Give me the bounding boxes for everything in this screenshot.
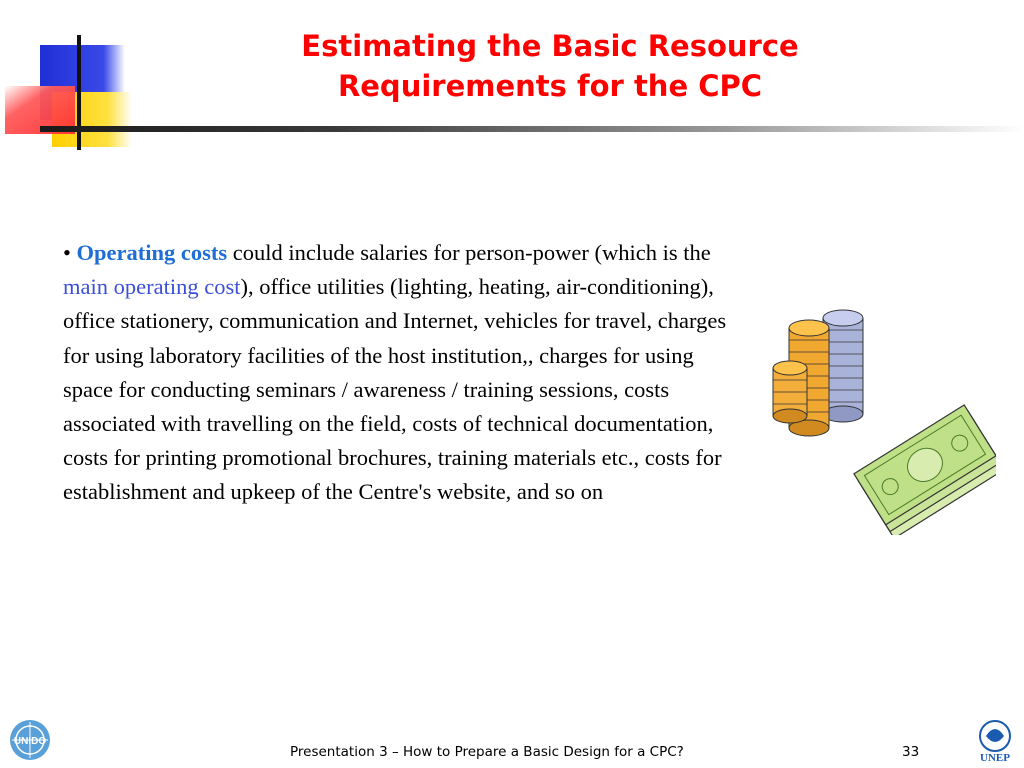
gold-coin-stack-short — [773, 361, 807, 423]
highlight-main-operating-cost: main operating cost — [63, 274, 241, 300]
slide-title — [180, 26, 920, 106]
bullet-paragraph — [63, 236, 743, 510]
keyword-operating-costs: Operating costs — [76, 240, 228, 265]
banknotes-illustration — [848, 390, 996, 535]
body-text-part-2: ), office utilities (lighting, heating, air-conditioning), office stationery, communication and Internet, vehicles for travel, charges for using laboratory facilities of the host institution,, charges for using space for conducting seminars / awareness / training sessions, costs associated with travelling on the field, costs of technical documentation, costs for printing promotional brochures, training materials etc., costs for establishment and upkeep of the Centre's website, and so on — [63, 274, 727, 505]
unido-logo — [6, 718, 54, 764]
body-text-part-1: could include salaries for person-power (which is the — [227, 240, 711, 265]
unep-logo-text: UNEP — [980, 752, 1010, 764]
vertical-line — [77, 35, 81, 150]
page-number: 33 — [902, 744, 920, 760]
corner-decoration — [0, 0, 140, 160]
unido-logo-text: UNIDO — [13, 736, 47, 747]
title-divider — [40, 126, 1024, 132]
title-line-2: Requirements for the CPC — [337, 69, 763, 103]
title-line-1: Estimating the Basic Resource — [301, 29, 799, 63]
footer-presentation-title: Presentation 3 – How to Prepare a Basic Design for a CPC? — [290, 744, 684, 760]
bullet-marker: • — [63, 240, 71, 265]
